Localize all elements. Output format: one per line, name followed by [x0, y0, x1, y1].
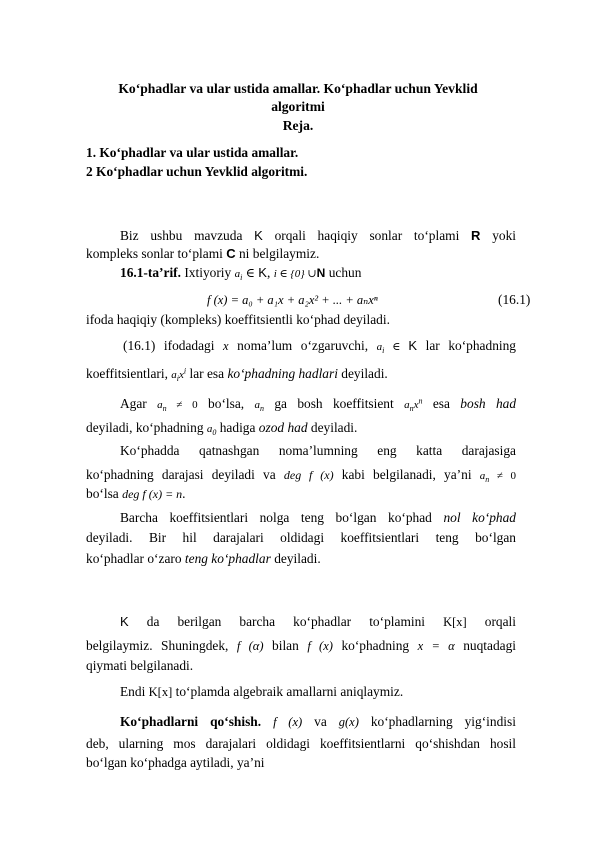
field-symbol-k: K: [258, 265, 267, 280]
text-span: teng ko‘phadlar: [184, 551, 271, 566]
text-span: va: [314, 714, 327, 729]
text-span: Barcha koeffitsientlari nolga teng bo‘lgan ko‘phad: [120, 510, 432, 525]
text-span: Ko‘phadda qatnashgan noma’lumning eng katta darajasiga: [120, 443, 516, 458]
text-span: (16.1) ifodadagi: [123, 338, 215, 353]
text-span: ga bosh koeffitsient: [274, 396, 394, 411]
text-span: koeffitsientlari,: [86, 366, 168, 381]
paragraph-line-14: [86, 551, 321, 567]
definition-line: 16.1-ta’rif. Ixtiyoriy $a_i$ ∈ K, i ∈ {0} ∪N uchun: [120, 265, 362, 283]
text-span: yoki: [492, 228, 516, 243]
text-span: nol ko‘phad: [443, 510, 517, 525]
equation-number: (16.1): [498, 292, 531, 307]
text-span: ,: [266, 265, 271, 280]
text-span: ko‘phadning hadlari: [227, 366, 338, 381]
text-span: bo‘lsa,: [208, 396, 245, 411]
field-symbol-k: K: [120, 614, 129, 629]
text-span: noma’lum o‘zgaruvchi,: [237, 338, 369, 353]
paragraph-line-8: deyiladi, ko‘phadning $a_0$ hadiga ozod had deyiladi.: [86, 420, 358, 438]
formula-text: f (x) = a₀ + a₁x + a₂x² + ... + aₙxⁿ: [207, 293, 378, 307]
paragraph-line-9: [86, 443, 516, 459]
text-span: belgilaymiz. Shuningdek,: [86, 638, 229, 653]
math-var: a: [234, 268, 241, 280]
math-expr: K[x]: [148, 685, 173, 699]
polynomial-formula: [207, 292, 378, 308]
text-span: Ixtiyoriy: [184, 265, 232, 280]
text-span: kompleks sonlar to‘plami: [86, 246, 223, 261]
text-span: esa: [432, 396, 450, 411]
paragraph-intro-line2: [86, 246, 319, 262]
field-symbol-r: R: [471, 228, 481, 243]
section-label: Ko‘phadlarni qo‘shish.: [120, 714, 262, 729]
text-span: kabi belgilanadi, ya’ni: [341, 467, 472, 482]
document-title-line1: Ko‘phadlar va ular ustida amallar. Ko‘phadlar uchun Yevklid: [118, 81, 478, 96]
plan-heading: Reja.: [282, 118, 314, 133]
text-span: nuqtadagi: [463, 638, 517, 653]
field-symbol-c: C: [226, 246, 236, 261]
paragraph-line-20: [86, 736, 516, 752]
text-span: ozod had: [258, 420, 308, 435]
text-span: Biz ushbu mavzuda: [120, 228, 243, 243]
text-span: .: [182, 486, 186, 501]
paragraph-line-10: ko‘phadning darajasi deyiladi va deg f (x) kabi belgilanadi, ya’ni $a_n \ne 0$: [86, 467, 517, 485]
text-span: ko‘phadning: [341, 638, 410, 653]
paragraph-line-12: [86, 510, 516, 526]
text-span: bo‘lsa: [86, 486, 119, 501]
text-span: deyiladi. Bir hil darajalari oldidagi koeffitsientlari teng bo‘lgan: [86, 530, 516, 545]
text-span: deyiladi.: [310, 420, 358, 435]
text-span: ni belgilaymiz.: [238, 246, 320, 261]
text-span: ko‘phadlarning yig‘indisi: [370, 714, 516, 729]
text-span: to‘plamda algebraik amallarni aniqlaymiz.: [175, 684, 404, 699]
text-span: orqali: [484, 614, 516, 629]
text-span: deyiladi.: [274, 551, 321, 566]
paragraph-intro-line1: [86, 228, 516, 244]
text-span: deb, ularning mos darajalari oldidagi koeffitsientlarni qo‘shishdan hosil: [86, 736, 516, 751]
definition-label: 16.1-ta’rif.: [120, 265, 181, 280]
text-span: Endi: [120, 684, 146, 699]
text-span: Agar: [120, 396, 147, 411]
paragraph-line-21: bo‘lgan ko‘phadga aytiladi, ya’ni: [86, 755, 265, 770]
text-span: uchun: [328, 265, 362, 280]
math-expr: g(x): [338, 715, 359, 729]
math-expr: deg f (x): [283, 468, 334, 482]
paragraph-line-11: [86, 486, 186, 502]
text-span: deyiladi, ko‘phadning: [86, 420, 204, 435]
field-symbol-k: K: [254, 228, 263, 243]
math-var: a: [157, 399, 163, 411]
text-span: lar ko‘phadning: [425, 338, 516, 353]
text-span: deyiladi.: [341, 366, 388, 381]
paragraph-ifoda: ifoda haqiqiy (kompleks) koeffitsientli ko‘phad deyiladi.: [86, 312, 390, 327]
math-expr: f (α): [236, 639, 264, 653]
paragraph-line-16: [86, 638, 516, 654]
math-op: ≠ 0: [496, 470, 517, 482]
math-expr: i ∈ {0} ∪: [273, 268, 317, 280]
field-symbol-k: K: [408, 338, 418, 353]
plan-item-2: 2 Ko‘phadlar uchun Yevklid algoritmi.: [86, 164, 308, 179]
text-span: orqali haqiqiy sonlar to‘plami: [274, 228, 460, 243]
math-expr: x = α: [417, 639, 455, 653]
math-var: x: [223, 339, 229, 353]
paragraph-line-6: koeffitsientlari, $a_ix^i$ lar esa ko‘phadning hadlari deyiladi.: [86, 366, 388, 384]
text-span: da berilgan barcha ko‘phadlar to‘plamini: [146, 614, 425, 629]
math-op: ∈: [245, 266, 255, 280]
paragraph-line-19: [86, 714, 516, 730]
text-span: bosh had: [460, 396, 517, 411]
text-span: hadiga: [219, 420, 256, 435]
paragraph-line-7: Agar $a_n \ne 0$ bo‘lsa, $a_n$ ga bosh koeffitsient $a_nx^n$ esa bosh had: [120, 396, 517, 414]
field-symbol-n: N: [316, 266, 326, 280]
paragraph-line-18: [120, 684, 403, 700]
text-span: ko‘phadlar o‘zaro: [86, 551, 182, 566]
document-title-line2: algoritmi: [271, 99, 325, 114]
math-op: ≠ 0: [176, 399, 198, 411]
text-span: ko‘phadning darajasi deyiladi va: [86, 467, 276, 482]
text-span: bilan: [272, 638, 299, 653]
paragraph-line-5: (16.1) ifodadagi x noma’lum o‘zgaruvchi, $a_i$ ∈ K lar ko‘phadning: [123, 338, 516, 356]
plan-item-1: 1. Ko‘phadlar va ular ustida amallar.: [86, 145, 299, 160]
math-expr: f (x): [307, 639, 333, 653]
math-expr: f (x): [273, 715, 303, 729]
math-expr: deg f (x) = n: [122, 487, 183, 501]
paragraph-line-13: [86, 530, 516, 546]
text-span: lar esa: [189, 366, 225, 381]
paragraph-line-17: qiymati belgilanadi.: [86, 658, 194, 673]
paragraph-line-15: [86, 614, 516, 630]
math-expr: K[x]: [443, 615, 467, 629]
